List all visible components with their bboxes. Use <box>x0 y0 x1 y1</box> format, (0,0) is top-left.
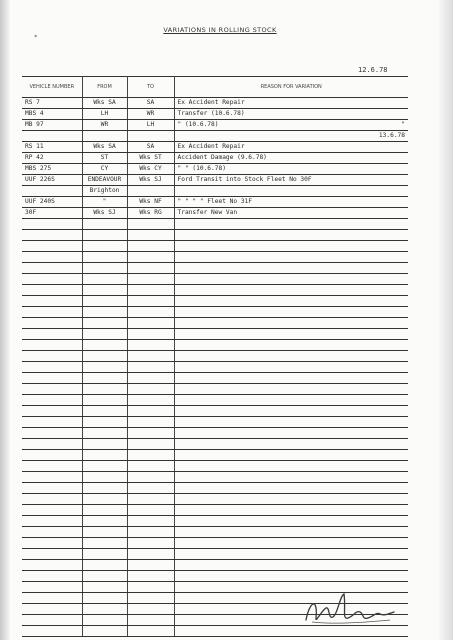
cell-reason <box>174 395 408 406</box>
cell-from <box>82 384 127 395</box>
reason-text: " " (10.6.78) <box>177 165 226 172</box>
cell-to <box>127 516 174 527</box>
cell-vehicle-number: UUF 240S <box>22 197 82 208</box>
cell-from <box>82 582 127 593</box>
table-row <box>22 153 408 164</box>
table-row <box>22 230 408 241</box>
cell-vehicle-number <box>22 450 82 461</box>
reason-text: " " " " Fleet No 31F <box>177 198 253 205</box>
cell-reason <box>174 439 408 450</box>
header-reason: REASON FOR VARIATION <box>174 77 408 98</box>
cell-to <box>127 483 174 494</box>
inline-date: 13.6.78 <box>378 132 405 139</box>
cell-from: ENDEAVOUR <box>82 175 127 186</box>
cell-reason <box>174 571 408 582</box>
table-row <box>22 252 408 263</box>
cell-from <box>82 252 127 263</box>
cell-to: Wks CY <box>127 164 174 175</box>
cell-reason <box>174 98 408 109</box>
cell-vehicle-number <box>22 472 82 483</box>
cell-from <box>82 549 127 560</box>
cell-vehicle-number <box>22 582 82 593</box>
cell-from: LH <box>82 109 127 120</box>
table-row <box>22 274 408 285</box>
header-to: TO <box>127 77 174 98</box>
table-row <box>22 472 408 483</box>
table-row <box>22 406 408 417</box>
reason-text: Accident Damage (9.6.78) <box>177 154 267 161</box>
cell-from <box>82 516 127 527</box>
cell-vehicle-number <box>22 494 82 505</box>
table-row <box>22 197 408 208</box>
cell-reason <box>174 142 408 153</box>
cell-vehicle-number <box>22 461 82 472</box>
cell-from: WR <box>82 120 127 131</box>
table-row <box>22 395 408 406</box>
variations-table <box>22 76 408 637</box>
table-row <box>22 120 408 131</box>
table-row <box>22 439 408 450</box>
table-row <box>22 538 408 549</box>
cell-from <box>82 318 127 329</box>
cell-from <box>82 395 127 406</box>
cell-vehicle-number <box>22 527 82 538</box>
cell-from <box>82 571 127 582</box>
cell-from <box>82 560 127 571</box>
table-row <box>22 373 408 384</box>
cell-reason <box>174 516 408 527</box>
cell-vehicle-number <box>22 307 82 318</box>
table-row <box>22 142 408 153</box>
cell-reason <box>174 131 408 142</box>
inline-date: " <box>401 121 405 128</box>
cell-to <box>127 186 174 197</box>
cell-vehicle-number: MBS 4 <box>22 109 82 120</box>
table-header-row <box>22 77 408 98</box>
cell-reason <box>174 120 408 131</box>
cell-to <box>127 318 174 329</box>
faded-stamp <box>105 600 215 636</box>
reason-text: Ex Accident Repair <box>177 143 245 150</box>
table-row <box>22 494 408 505</box>
cell-vehicle-number: UUF 226S <box>22 175 82 186</box>
cell-to <box>127 428 174 439</box>
cell-to: Wks NF <box>127 197 174 208</box>
table-row <box>22 549 408 560</box>
cell-to <box>127 439 174 450</box>
cell-reason <box>174 208 408 219</box>
cell-vehicle-number <box>22 406 82 417</box>
cell-to <box>127 494 174 505</box>
cell-to <box>127 560 174 571</box>
table-row <box>22 516 408 527</box>
cell-vehicle-number <box>22 615 82 626</box>
cell-from <box>82 340 127 351</box>
cell-reason <box>174 219 408 230</box>
table-row <box>22 417 408 428</box>
cell-vehicle-number <box>22 505 82 516</box>
cell-reason <box>174 450 408 461</box>
cell-reason <box>174 175 408 186</box>
cell-reason <box>174 285 408 296</box>
cell-to <box>127 571 174 582</box>
cell-reason <box>174 494 408 505</box>
cell-reason <box>174 472 408 483</box>
cell-vehicle-number <box>22 373 82 384</box>
cell-to: Wks RG <box>127 208 174 219</box>
cell-from <box>82 428 127 439</box>
table-row <box>22 483 408 494</box>
cell-vehicle-number: RS 7 <box>22 98 82 109</box>
cell-to: WR <box>127 109 174 120</box>
cell-from <box>82 263 127 274</box>
cell-vehicle-number <box>22 362 82 373</box>
cell-vehicle-number <box>22 395 82 406</box>
table-row <box>22 384 408 395</box>
cell-vehicle-number <box>22 285 82 296</box>
table-row <box>22 362 408 373</box>
cell-reason <box>174 329 408 340</box>
cell-to <box>127 296 174 307</box>
table-row <box>22 285 408 296</box>
cell-vehicle-number <box>22 186 82 197</box>
cell-reason <box>174 186 408 197</box>
cell-to: Wks SJ <box>127 175 174 186</box>
cell-vehicle-number <box>22 560 82 571</box>
cell-vehicle-number <box>22 571 82 582</box>
cell-from <box>82 494 127 505</box>
cell-from <box>82 417 127 428</box>
table-row <box>22 340 408 351</box>
cell-to <box>127 395 174 406</box>
cell-from <box>82 219 127 230</box>
table-row <box>22 241 408 252</box>
table-row <box>22 186 408 197</box>
table-row <box>22 527 408 538</box>
cell-to <box>127 230 174 241</box>
table-row <box>22 560 408 571</box>
cell-reason <box>174 505 408 516</box>
cell-from <box>82 538 127 549</box>
cell-reason <box>174 230 408 241</box>
cell-from <box>82 351 127 362</box>
cell-to: SA <box>127 142 174 153</box>
cell-reason <box>174 274 408 285</box>
table-row <box>22 296 408 307</box>
cell-to: LH <box>127 120 174 131</box>
cell-vehicle-number <box>22 428 82 439</box>
cell-reason <box>174 417 408 428</box>
cell-vehicle-number <box>22 626 82 637</box>
header-vehicle-number: VEHICLE NUMBER <box>22 77 82 98</box>
cell-from <box>82 505 127 516</box>
cell-to <box>127 241 174 252</box>
cell-to <box>127 406 174 417</box>
table-row <box>22 208 408 219</box>
cell-vehicle-number <box>22 274 82 285</box>
cell-vehicle-number <box>22 417 82 428</box>
corner-mark: * <box>34 34 38 41</box>
cell-to <box>127 351 174 362</box>
cell-from <box>82 527 127 538</box>
cell-reason <box>174 406 408 417</box>
table-row <box>22 98 408 109</box>
cell-to <box>127 538 174 549</box>
cell-from <box>82 329 127 340</box>
table-row <box>22 263 408 274</box>
page-title: VARIATIONS IN ROLLING STOCK <box>163 26 277 34</box>
cell-from <box>82 274 127 285</box>
cell-from <box>82 373 127 384</box>
table-row <box>22 318 408 329</box>
cell-from: ST <box>82 153 127 164</box>
cell-reason <box>174 197 408 208</box>
cell-reason <box>174 362 408 373</box>
table-body <box>22 98 408 637</box>
table-row <box>22 505 408 516</box>
cell-vehicle-number <box>22 516 82 527</box>
cell-vehicle-number: MBS 275 <box>22 164 82 175</box>
reason-text: Ex Accident Repair <box>177 99 245 106</box>
cell-vehicle-number <box>22 241 82 252</box>
cell-to <box>127 252 174 263</box>
cell-from <box>82 296 127 307</box>
cell-vehicle-number <box>22 252 82 263</box>
cell-reason <box>174 241 408 252</box>
table-row <box>22 450 408 461</box>
cell-to <box>127 505 174 516</box>
cell-reason <box>174 549 408 560</box>
cell-vehicle-number <box>22 329 82 340</box>
cell-reason <box>174 560 408 571</box>
cell-from: Wks SA <box>82 142 127 153</box>
reason-text: Ford Transit into Stock Fleet No 30F <box>177 176 312 183</box>
cell-from: Wks SA <box>82 98 127 109</box>
cell-to <box>127 472 174 483</box>
cell-vehicle-number <box>22 230 82 241</box>
cell-to <box>127 417 174 428</box>
cell-vehicle-number <box>22 318 82 329</box>
cell-vehicle-number <box>22 296 82 307</box>
cell-vehicle-number: RP 42 <box>22 153 82 164</box>
cell-vehicle-number <box>22 219 82 230</box>
cell-reason <box>174 340 408 351</box>
cell-vehicle-number <box>22 593 82 604</box>
cell-to <box>127 340 174 351</box>
table-row <box>22 329 408 340</box>
table-row <box>22 219 408 230</box>
cell-to <box>127 329 174 340</box>
cell-reason <box>174 263 408 274</box>
reason-text: " (10.6.78) <box>177 121 219 128</box>
header-from: FROM <box>82 77 127 98</box>
cell-reason <box>174 373 408 384</box>
cell-to: Wks ST <box>127 153 174 164</box>
cell-reason <box>174 527 408 538</box>
cell-from: Wks SJ <box>82 208 127 219</box>
cell-reason <box>174 296 408 307</box>
cell-from: Brighton <box>82 186 127 197</box>
cell-from <box>82 131 127 142</box>
cell-to <box>127 285 174 296</box>
cell-from <box>82 461 127 472</box>
cell-to <box>127 219 174 230</box>
cell-to <box>127 582 174 593</box>
cell-reason <box>174 318 408 329</box>
cell-from <box>82 439 127 450</box>
cell-vehicle-number <box>22 131 82 142</box>
cell-vehicle-number: RS 11 <box>22 142 82 153</box>
cell-from <box>82 230 127 241</box>
cell-reason <box>174 351 408 362</box>
page-left-shadow <box>0 0 10 640</box>
table-row <box>22 307 408 318</box>
cell-reason <box>174 164 408 175</box>
cell-reason <box>174 252 408 263</box>
cell-to <box>127 307 174 318</box>
cell-from <box>82 241 127 252</box>
reason-text: Transfer (10.6.78) <box>177 110 245 117</box>
cell-to <box>127 263 174 274</box>
cell-vehicle-number <box>22 340 82 351</box>
cell-to <box>127 362 174 373</box>
cell-from <box>82 472 127 483</box>
cell-vehicle-number <box>22 604 82 615</box>
cell-vehicle-number <box>22 549 82 560</box>
table-row <box>22 461 408 472</box>
table-row <box>22 571 408 582</box>
cell-from <box>82 450 127 461</box>
cell-reason <box>174 538 408 549</box>
cell-vehicle-number <box>22 439 82 450</box>
cell-from <box>82 307 127 318</box>
cell-to <box>127 373 174 384</box>
cell-to <box>127 131 174 142</box>
cell-from: " <box>82 197 127 208</box>
cell-reason <box>174 461 408 472</box>
cell-from <box>82 406 127 417</box>
cell-to <box>127 384 174 395</box>
table-row <box>22 164 408 175</box>
cell-reason <box>174 483 408 494</box>
cell-reason <box>174 428 408 439</box>
cell-vehicle-number <box>22 483 82 494</box>
cell-to <box>127 274 174 285</box>
signature-icon <box>300 590 400 630</box>
reason-text: Transfer New Van <box>177 209 238 216</box>
cell-to <box>127 461 174 472</box>
cell-vehicle-number <box>22 351 82 362</box>
table-row <box>22 131 408 142</box>
cell-from <box>82 285 127 296</box>
page-right-edge <box>439 0 453 640</box>
cell-vehicle-number <box>22 538 82 549</box>
cell-reason <box>174 109 408 120</box>
cell-to <box>127 450 174 461</box>
cell-from: CY <box>82 164 127 175</box>
cell-from <box>82 362 127 373</box>
cell-vehicle-number: 30F <box>22 208 82 219</box>
cell-vehicle-number <box>22 263 82 274</box>
table-row <box>22 175 408 186</box>
date-top: 12.6.78 <box>358 66 388 74</box>
table-row <box>22 109 408 120</box>
cell-to: SA <box>127 98 174 109</box>
cell-from <box>82 483 127 494</box>
cell-reason <box>174 307 408 318</box>
cell-to <box>127 549 174 560</box>
table-row <box>22 428 408 439</box>
cell-vehicle-number: MB 97 <box>22 120 82 131</box>
cell-to <box>127 527 174 538</box>
cell-reason <box>174 153 408 164</box>
table-row <box>22 351 408 362</box>
cell-vehicle-number <box>22 384 82 395</box>
cell-reason <box>174 384 408 395</box>
